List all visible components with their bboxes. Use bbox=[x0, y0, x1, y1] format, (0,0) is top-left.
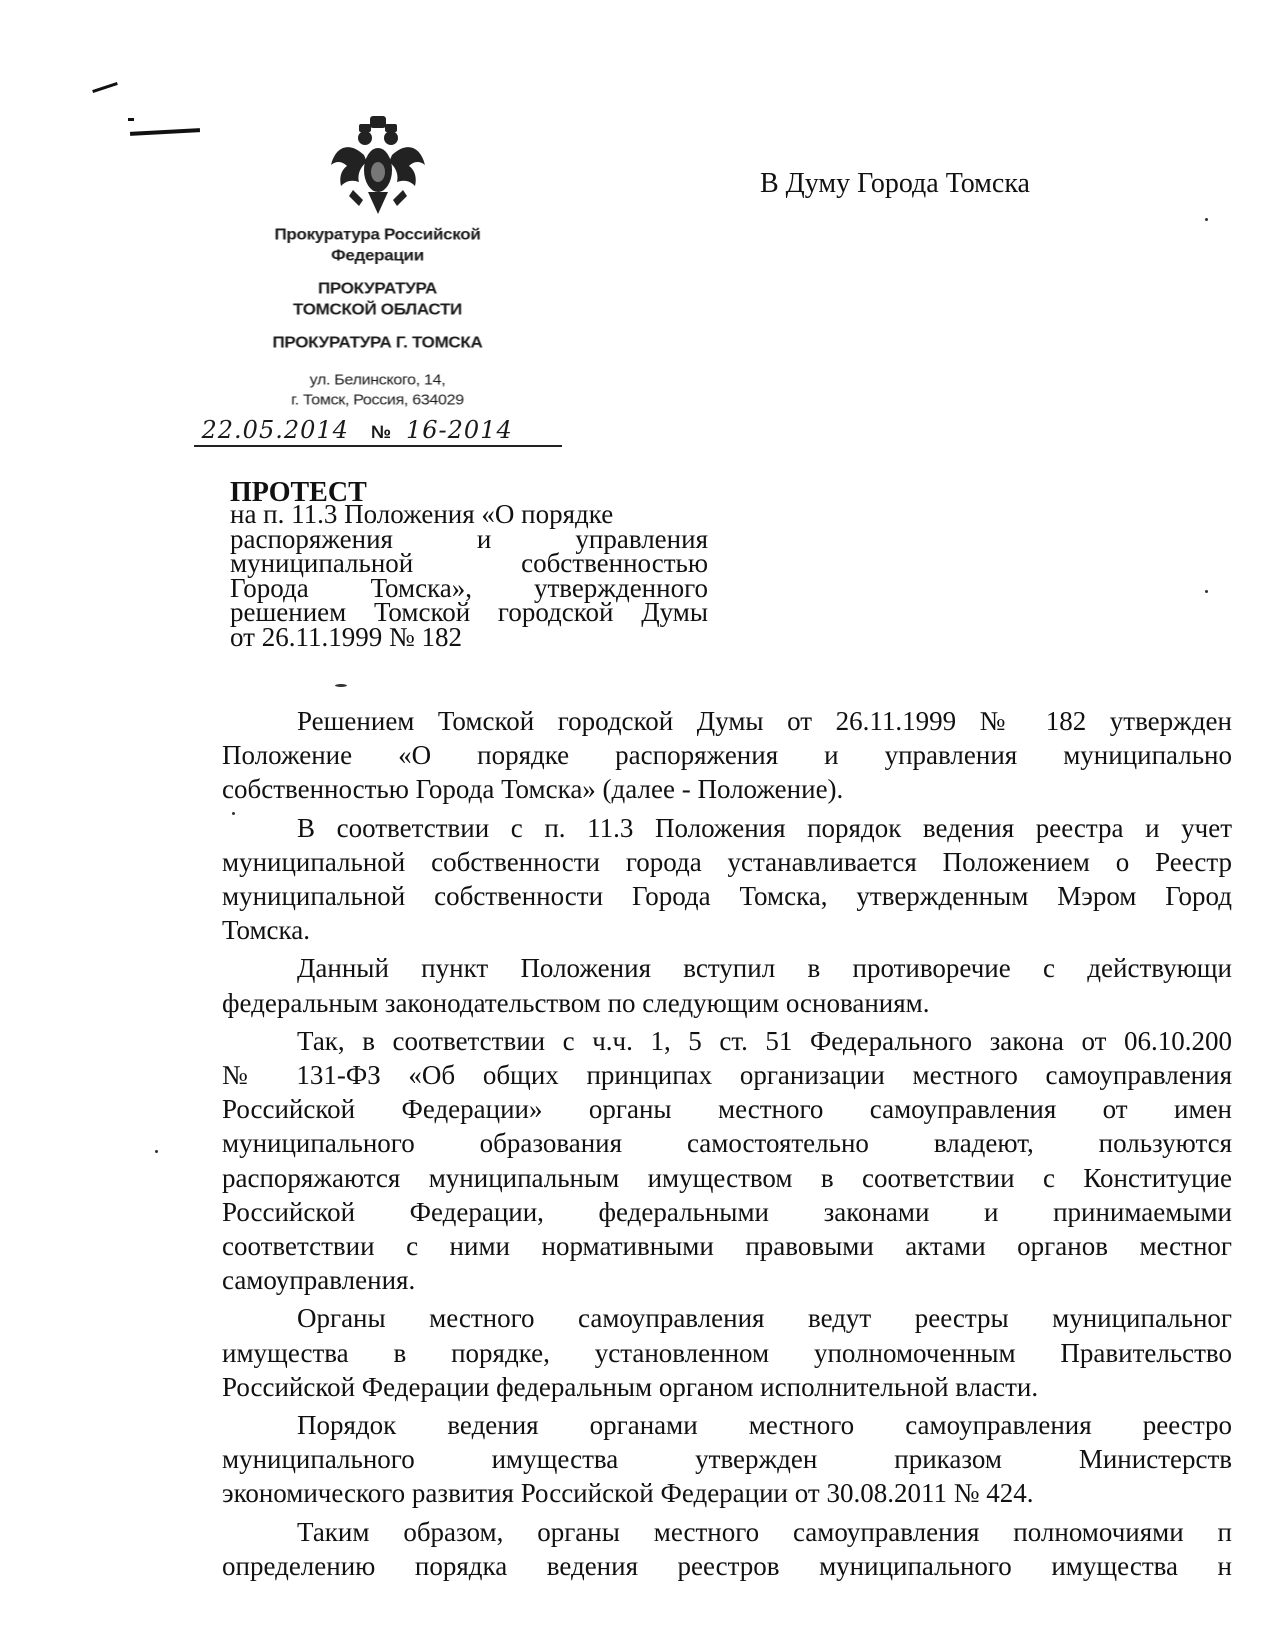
subject-line: на п. 11.3 Положения «О порядке bbox=[230, 499, 614, 529]
body-line: муниципального имущества утвержден приказом Министерств bbox=[222, 1444, 1232, 1475]
stamp-org-line: ТОМСКОЙ ОБЛАСТИ bbox=[293, 300, 462, 319]
subject-line: решением Томской городской Думы bbox=[230, 597, 708, 627]
body-line: муниципальной собственности города устанавливается Положением о Реестр bbox=[222, 846, 1232, 877]
body-line: Положение «О порядке распоряжения и управления муниципально bbox=[222, 740, 1232, 771]
body-line: Российской Федерации» органы местного самоуправления от имен bbox=[222, 1094, 1232, 1125]
body-line: Томска. bbox=[222, 915, 310, 946]
stamp-org-line: Прокуратура Российской bbox=[274, 225, 481, 244]
body-line: Решением Томской городской Думы от 26.11.1999 № 182 утвержден bbox=[297, 706, 1232, 736]
body-line: самоуправления. bbox=[222, 1265, 416, 1296]
document-title: ПРОТЕСТ bbox=[230, 477, 367, 508]
addressee: В Думу Города Томска bbox=[760, 168, 1030, 199]
stamp-date-number bbox=[194, 417, 562, 447]
body-line: В соответствии с п. 11.3 Положения порядок ведения реестра и учет bbox=[297, 812, 1232, 843]
body-line: собственностью Города Томска» (далее - Положение). bbox=[222, 774, 844, 805]
stamp-address-line: г. Томск, Россия, 634029 bbox=[291, 392, 464, 409]
body-line: № 131-ФЗ «Об общих принципах организации местного самоуправления bbox=[222, 1060, 1232, 1091]
scan-speck bbox=[1205, 590, 1208, 593]
body-line: определению порядка ведения реестров муниципального имущества н bbox=[222, 1550, 1232, 1581]
body-line: Данный пункт Положения вступил в противоречие с действующи bbox=[297, 953, 1232, 984]
scan-speck bbox=[155, 1150, 158, 1153]
handwritten-number: 16-2014 bbox=[406, 416, 513, 444]
scan-speck bbox=[335, 684, 347, 687]
prosecutor-letterhead-stamp bbox=[185, 110, 570, 447]
stamp-address-line: ул. Белинского, 14, bbox=[309, 372, 446, 389]
scan-mark bbox=[128, 118, 134, 121]
body-line: федеральным законодательством по следующим основаниям. bbox=[222, 987, 930, 1018]
body-line: Порядок ведения органами местного самоуправления реестро bbox=[297, 1410, 1232, 1441]
body-line: экономического развития Российской Федерации от 30.08.2011 № 424. bbox=[222, 1478, 1034, 1509]
scan-mark bbox=[92, 82, 118, 93]
double-headed-eagle-icon bbox=[323, 110, 433, 220]
body-line: Так, в соответствии с ч.ч. 1, 5 ст. 51 Федерального закона от 06.10.200 bbox=[297, 1025, 1232, 1056]
handwritten-date: 22.05.2014 bbox=[201, 416, 349, 444]
document-body bbox=[222, 704, 1232, 1583]
subject-line: Города Томска», утвержденного bbox=[230, 572, 708, 603]
body-line: Российской Федерации, федеральными законами и принимаемыми bbox=[222, 1196, 1232, 1227]
stamp-org-line: ПРОКУРАТУРА Г. ТОМСКА bbox=[272, 333, 483, 352]
stamp-org-line: ПРОКУРАТУРА bbox=[318, 279, 437, 298]
body-line: Органы местного самоуправления ведут реестры муниципальног bbox=[297, 1303, 1232, 1334]
protest-subject bbox=[230, 499, 708, 652]
subject-line: муниципальной собственностью bbox=[230, 548, 708, 578]
scan-speck bbox=[1205, 218, 1208, 221]
body-line: муниципального образования самостоятельно владеют, пользуются bbox=[222, 1128, 1232, 1159]
subject-line: от 26.11.1999 № 182 bbox=[230, 621, 462, 652]
body-line: Таким образом, органы местного самоуправления полномочиями п bbox=[297, 1516, 1232, 1547]
body-line: соответствии с ними нормативными правовыми актами органов местног bbox=[222, 1231, 1232, 1262]
body-line: муниципальной собственности Города Томска, утвержденным Мэром Город bbox=[222, 881, 1232, 912]
body-line: имущества в порядке, установленном уполномоченным Правительство bbox=[222, 1337, 1232, 1368]
subject-line: распоряжения и управления bbox=[230, 523, 708, 554]
body-line: Российской Федерации федеральным органом исполнительной власти. bbox=[222, 1371, 1039, 1402]
number-sign: № bbox=[370, 422, 392, 442]
body-line: распоряжаются муниципальным имуществом в соответствии с Конституцие bbox=[222, 1162, 1232, 1193]
stamp-org-line: Федерации bbox=[331, 246, 424, 265]
